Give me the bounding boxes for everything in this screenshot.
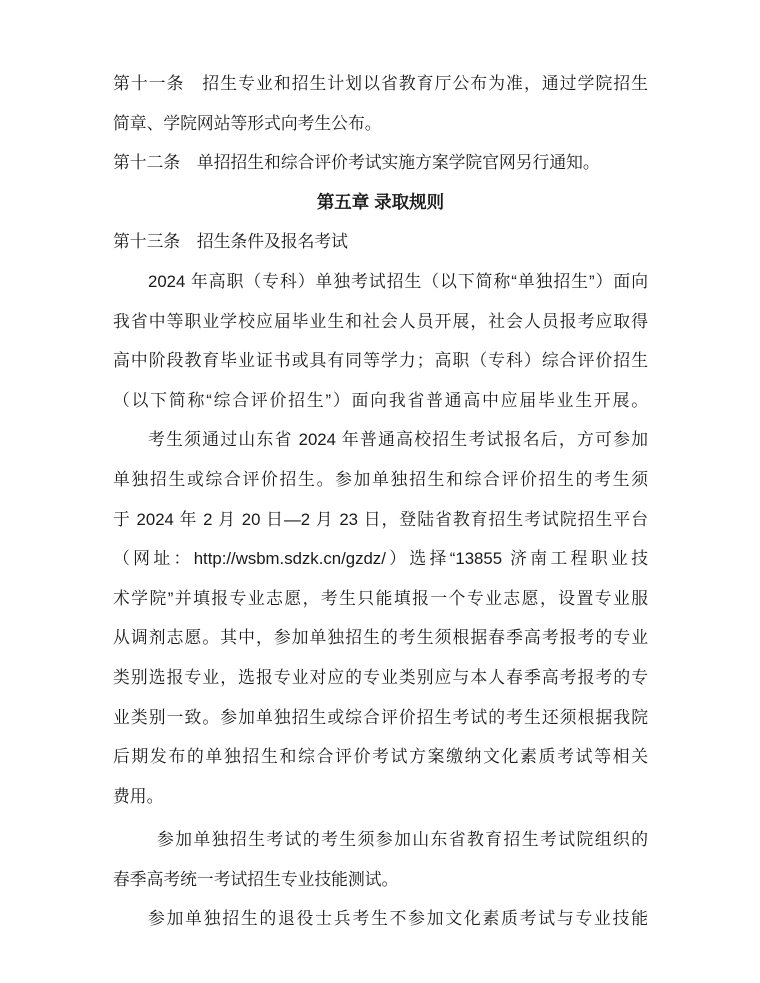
article-11-line-2: 简章、学院网站等形式向考生公布。	[113, 113, 382, 133]
para-registration-line: 业类别一致。参加单独招生或综合评价招生考试的考生还须根据我院	[113, 707, 648, 727]
para-registration-line: （网址：http://wsbm.sdzk.cn/gzdz/）选择“13855 济南工程职业技	[113, 549, 648, 569]
chapter-5-heading: 第五章 录取规则	[316, 191, 445, 212]
article-11-line-1: 第十一条 招生专业和招生计划以省教育厅公布为准，通过学院招生	[113, 74, 648, 93]
para-eligibility-line: 2024 年高职（专科）单独考试招生（以下简称“单独招生”）面向	[148, 271, 648, 291]
para-registration-line: 费用。	[113, 786, 164, 806]
para-registration-line: 从调剂志愿。其中，参加单独招生的考生须根据春季高考报考的专业	[113, 628, 648, 648]
para-skill-test-line: 春季高考统一考试招生专业技能测试。	[113, 869, 399, 889]
para-registration-line: 术学院”并填报专业志愿，考生只能填报一个专业志愿，设置专业服	[113, 588, 648, 608]
para-registration-line: 类别选报专业，选报专业对应的专业类别应与本人春季高考报考的专	[113, 667, 648, 687]
article-13-title: 第十三条 招生条件及报名考试	[113, 232, 348, 252]
para-registration-line: 考生须通过山东省 2024 年普通高校招生考试报名后，方可参加	[148, 430, 648, 450]
para-veterans-line: 参加单独招生的退役士兵考生不参加文化素质考试与专业技能	[148, 909, 648, 929]
para-eligibility-line: （以下简称“综合评价招生”）面向我省普通高中应届毕业生开展。	[113, 390, 648, 410]
para-registration-line: 单独招生或综合评价招生。参加单独招生和综合评价招生的考生须	[113, 469, 648, 489]
para-skill-test-line: 参加单独招生考试的考生须参加山东省教育招生考试院组织的	[157, 830, 648, 850]
para-eligibility-line: 我省中等职业学校应届毕业生和社会人员开展，社会人员报考应取得	[113, 311, 648, 331]
para-registration-line: 于 2024 年 2 月 20 日—2 月 23 日，登陆省教育招生考试院招生平台	[113, 509, 648, 529]
para-eligibility-line: 高中阶段教育毕业证书或具有同等学力；高职（专科）综合评价招生	[113, 351, 648, 371]
article-12-line: 第十二条 单招招生和综合评价考试实施方案学院官网另行通知。	[113, 153, 600, 173]
para-registration-line: 后期发布的单独招生和综合评价考试方案缴纳文化素质考试等相关	[113, 747, 648, 767]
